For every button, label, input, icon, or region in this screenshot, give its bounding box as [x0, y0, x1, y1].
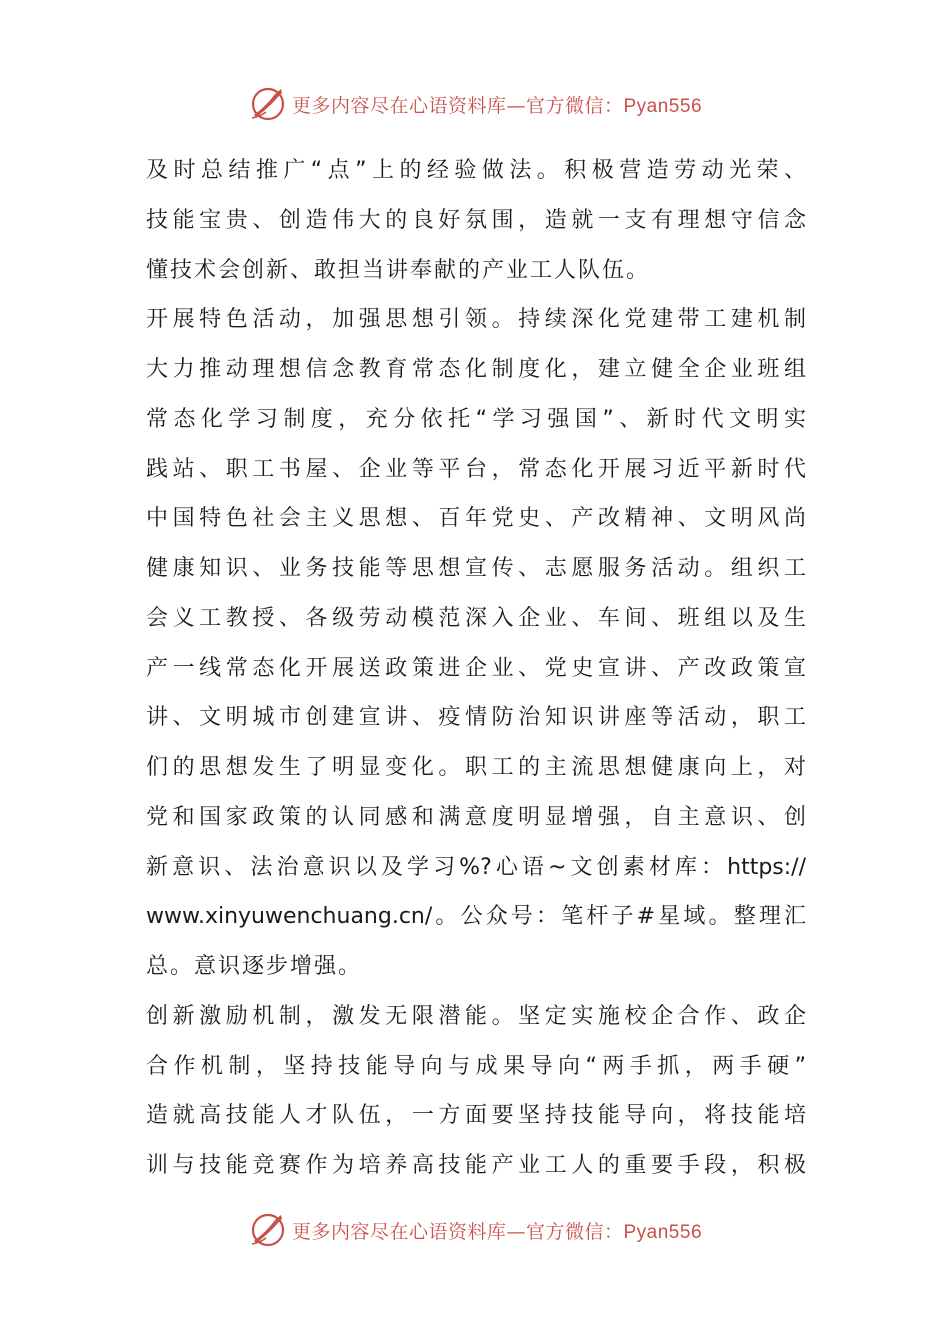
text-line: 中国特色社会主义思想、百年党史、产改精神、文明风尚: [146, 506, 806, 532]
text-line: 讲、文明城市创建宣讲、疫情防治知识讲座等活动，职工: [146, 705, 806, 731]
text-line: 总。意识逐步增强。: [146, 954, 363, 979]
text-line: 训与技能竞赛作为培养高技能产业工人的重要手段，积极: [146, 1153, 806, 1178]
text-line: 造就高技能人才队伍，一方面要坚持技能导向，将技能培: [146, 1103, 806, 1129]
text-line: 懂技术会创新、敢担当讲奉献的产业工人队伍。: [146, 257, 651, 283]
text-line: 及时总结推广“点”上的经验做法。积极营造劳动光荣、: [146, 158, 806, 183]
text-line: 合作机制，坚持技能导向与成果导向“两手抓，两手硬”: [146, 1053, 806, 1079]
pen-nib-circle-icon: [248, 84, 288, 124]
text-line: 创新激励机制，激发无限潜能。坚定实施校企合作、政企: [146, 1003, 806, 1029]
text-line: 大力推动理想信念教育常态化制度化，建立健全企业班组: [146, 357, 806, 382]
text-line: 会义工教授、各级劳动模范深入企业、车间、班组以及生: [146, 605, 806, 631]
pen-nib-circle-icon: [248, 1210, 288, 1250]
text-line: 践站、职工书屋、企业等平台，常态化开展习近平新时代: [146, 456, 806, 482]
header-banner-text: 更多内容尽在心语资料库—官方微信：Pyan556: [291, 94, 703, 117]
text-line: 们的思想发生了明显变化。职工的主流思想健康向上，对: [146, 755, 806, 780]
text-line: 健康知识、业务技能等思想宣传、志愿服务活动。组织工: [146, 556, 806, 581]
footer-banner-text: 更多内容尽在心语资料库—官方微信：Pyan556: [291, 1220, 703, 1243]
header-banner: [0, 84, 950, 124]
footer-banner: [0, 1210, 950, 1250]
text-line: 常态化学习制度，充分依托“学习强国”、新时代文明实: [146, 406, 806, 432]
text-line: www.xinyuwenchuang.cn/。公众号：笔杆子#星域。整理汇: [146, 904, 806, 930]
text-line: 新意识、法治意识以及学习%?心语~文创素材库：https://: [146, 854, 806, 880]
text-line: 产一线常态化开展送政策进企业、党史宣讲、产改政策宣: [146, 655, 806, 681]
text-line: 开展特色活动，加强思想引领。持续深化党建带工建机制: [146, 307, 806, 333]
document-body: [146, 146, 806, 1191]
text-line: 技能宝贵、创造伟大的良好氛围，造就一支有理想守信念: [146, 207, 806, 233]
text-line: 党和国家政策的认同感和满意度明显增强，自主意识、创: [146, 804, 806, 830]
